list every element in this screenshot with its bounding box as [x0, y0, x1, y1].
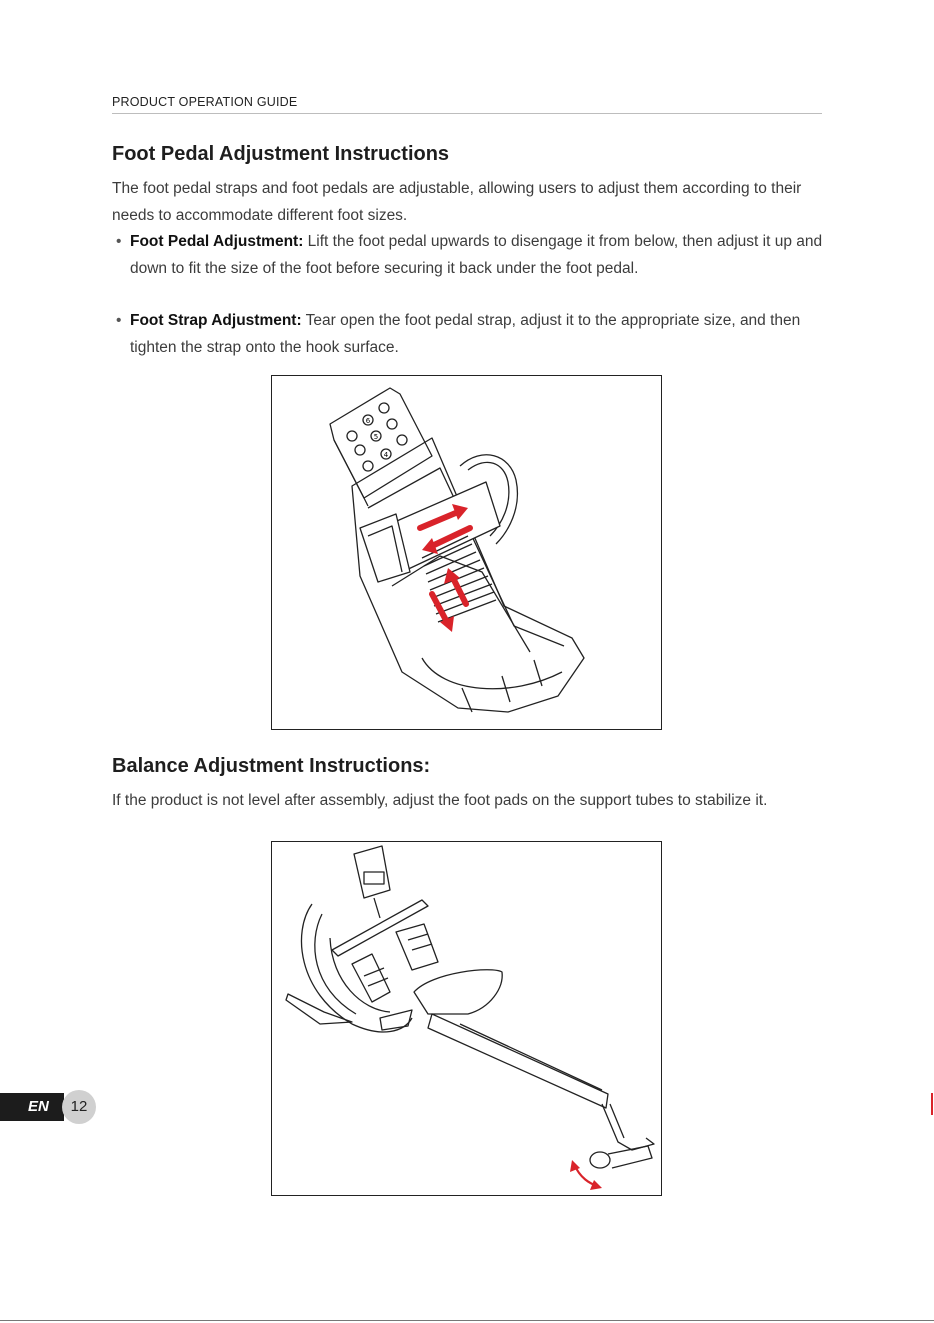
- balance-intro: If the product is not level after assembly, adjust the foot pads on the support tubes to stabilize it.: [112, 792, 768, 809]
- figure-foot-pedal: [271, 375, 662, 730]
- section-title-balance: Balance Adjustment Instructions:: [112, 755, 431, 777]
- section-title-foot-pedal: Foot Pedal Adjustment Instructions: [112, 143, 450, 165]
- running-header: PRODUCT OPERATION GUIDE: [112, 95, 298, 109]
- rowing-machine-illustration: [272, 842, 661, 1195]
- language-tab: EN: [0, 1093, 64, 1121]
- header-divider: [112, 113, 822, 114]
- bullet-text: Tear open the foot pedal strap, adjust it to the appropriate size, and then tighten the strap onto the hook surface.: [130, 312, 801, 356]
- bullet-foot-pedal-adjustment: [116, 229, 825, 282]
- bullet-dot-icon: •: [116, 233, 122, 250]
- figure-rowing-machine: [271, 841, 662, 1196]
- bullet-text: Lift the foot pedal upwards to disengage it from below, then adjust it up and down to fit the size of the foot before securing it back under the foot pedal.: [130, 233, 823, 277]
- page-number: 12: [62, 1090, 96, 1124]
- bullet-foot-strap-adjustment: [116, 308, 825, 361]
- pedal-hole-number: 5: [373, 433, 379, 441]
- pedal-hole-number: 6: [365, 417, 371, 425]
- bullet-label: Foot Pedal Adjustment:: [130, 233, 304, 250]
- bullet-label: Foot Strap Adjustment:: [130, 312, 302, 329]
- pedal-hole-number: 4: [383, 451, 389, 459]
- foot-pedal-illustration: [272, 376, 661, 729]
- bullet-dot-icon: •: [116, 312, 122, 329]
- bottom-divider: [0, 1320, 934, 1321]
- foot-pedal-intro: The foot pedal straps and foot pedals are adjustable, allowing users to adjust them according to their needs to accommodate different foot sizes.: [112, 180, 802, 224]
- right-edge-marker: [931, 1093, 933, 1115]
- red-arrow-head: [570, 1160, 580, 1172]
